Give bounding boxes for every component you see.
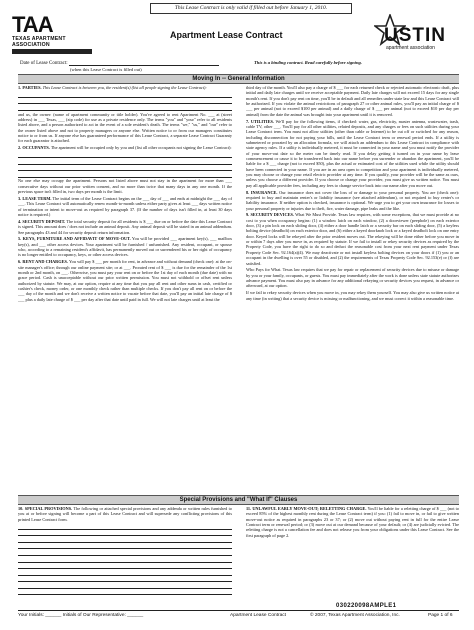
logo-bar	[12, 49, 92, 54]
provision-line[interactable]	[18, 563, 232, 569]
date-label: Date of Lease Contract:	[20, 61, 68, 66]
provision-line[interactable]	[18, 530, 232, 536]
resident-line[interactable]	[18, 98, 232, 104]
provision-line[interactable]	[18, 543, 232, 549]
clause-9: 9. SECURITY DEVICES. What We Must Provide. Texas law requires, with some exceptions, that we must provide at no cost to you when occupancy begins: (1) a window latch on each window, (2) a doorviewer (peephole) on each exterior door, (3) a pin lock on each sliding door, (4) either a door handle latch or a security bar on each sliding door, (5) a keyless bolting device (deadbolt) on each exterior door, and (6) either a keyed doorknob lock or a keyed deadbolt lock on one entry door. Keyed locks will be rekeyed after the prior resident moves out. The rekeying will be done either before you move in or within 7 days after you move in, as required by statute. If we fail to install or rekey security devices as required by the Property Code, you have the right to do so and deduct the reasonable cost from your next rent payment under Texas Property Code Sec. 92.164(a)(4). We may deactivate or not install keyless bolting devices on your doors if (1) you or an occupant in the dwelling is over 55 or disabled, and (2) the requirements of Texas Property Code Sec. 92.153(e) or (f) are satisfied.	[246, 212, 459, 266]
resident-line[interactable]	[18, 105, 232, 111]
date-of-lease	[20, 60, 219, 66]
taa-logo	[12, 14, 92, 48]
clause-1: 1. PARTIES. This Lease Contract is between you, the resident(s) (list all people signing the Lease Contract):	[18, 85, 207, 90]
taa-logo-mark: TAA	[12, 12, 53, 37]
austin-association-logo	[374, 14, 464, 50]
clause-3: 3. LEASE TERM. The initial term of the Lease Contract begins on the ___ day of ___ and ends at midnight the ___ day of ___. This Lease Contract will automatically renew month-to-month unless either party gives at least ___ days written notice of termination or intent to move-out as required by paragraph 37. (If the number of days isn't filled in, at least 30 days notice is required.)	[18, 195, 232, 217]
occupant-line[interactable]	[18, 172, 232, 178]
provision-line[interactable]	[18, 583, 232, 589]
provision-line[interactable]	[18, 524, 232, 530]
footer-rule	[18, 610, 459, 611]
clause-7: 7. UTILITIES. We'll pay for the following items, if checked: water, gas, electricity, master antenna, wastewater, trash, cable TV, other ___. You'll pay for all other utilities, related deposits, and any charges or fees on such utilities during your Lease Contract term. You must not allow utilities (other than cable or Internet) to be cut off or switched for any reason, including disconnection for not paying your bills, until the Lease Contract term or renewal period ends. If a utility is submetered or prorated by an allocation formula, we will attach an addendum to this Lease Contract in compliance with state agency rules. If a utility is individually metered, it must be connected in your name and you must notify the provider of your move-out date so the meter can be timely read. If you delay getting it turned on in your name by lease commencement or cause it to be transferred back into our name before you surrender or abandon the apartment, you'll be liable for a $ ___ charge (not to exceed $50), plus the actual or estimated cost of the utilities used while the utility should have been connected in your name. If you are in an area open to competition and your apartment is individually metered, you may choose or change your retail electric provider at any time. If you qualify, your provider will be the same as ours, unless you choose a different provider. If you choose or change your provider, you must give us written notice. You must pay all applicable provider fees, including any fees to change service back into our name after you move out.	[246, 118, 459, 188]
clause-9-cont2: If we fail to rekey security devices when you move in, you may rekey them yourself. You may also give us written notice at any time (in writing) that a security device is missing or malfunctioning, and we must correct it within a reasonable time.	[246, 290, 459, 301]
form-barcode-id: 030220098AMPLE1	[336, 603, 397, 609]
footer-copyright: © 2007, Texas Apartment Association, Inc.	[310, 613, 400, 618]
clause-4: 4. SECURITY DEPOSIT. The total security deposit for all residents is $ ___ due on or before the date this Lease Contract is signed. This amount does / does not include an animal deposit. Any animal deposit will be stated in an animal addendum. See paragraphs 43 and 44 for security deposit return information.	[18, 218, 232, 235]
footer-page: Page 1 of 6	[428, 613, 453, 618]
clause-2-cont: No one else may occupy the apartment. Persons not listed above must not stay in the apartment for more than ___ consecutive days without our prior written consent, and no more than twice that many days in any one month. If the previous space isn't filled in, two days per month is the limit.	[18, 178, 232, 195]
footer-initials: Your Initials: ______ Initials of Our Representative: ______	[18, 613, 144, 618]
clause-5: 5. KEYS, FURNITURE AND AFFIDAVIT OF MOVE-OUT. You will be provided ___ apartment key(s), ___ mailbox key(s), and ___ other access devices. Your apartment will be furnished / unfurnished. Any resident, occupant, or spouse who, according to a remaining resident's affidavit, has permanently moved out or surrendered his or her right of occupancy is no longer entitled to occupancy, keys, or other access devices.	[18, 236, 232, 258]
provision-line[interactable]	[18, 537, 232, 543]
provision-line[interactable]	[18, 557, 232, 563]
austin-logo-sub: apartment association	[386, 45, 435, 51]
date-field[interactable]	[69, 60, 219, 66]
austin-logo-word: USTIN	[384, 25, 446, 46]
binding-notice: This is a binding contract. Read carefully before signing.	[254, 60, 362, 65]
clause-2: 2. OCCUPANTS. The apartment will be occupied only by you and (list all other occupants not signing the Lease Contract):	[18, 145, 232, 151]
footer-title: Apartment Lease Contract	[230, 613, 286, 618]
occupant-line[interactable]	[18, 159, 232, 165]
resident-line[interactable]	[18, 92, 232, 98]
section-heading-special-provisions: Special Provisions and "What If" Clauses	[18, 495, 459, 505]
provision-line[interactable]	[18, 576, 232, 582]
left-column	[18, 85, 232, 492]
validity-notice: This Lease Contract is only valid if filled out before January 1, 2010.	[150, 3, 352, 14]
clause-11: 11. UNLAWFUL EARLY MOVE-OUT; RELETTING CHARGE. You'll be liable for a reletting charge of $ ___ (not to exceed 85% of the highest monthly rent during the Lease Contract term) if you: (1) fail to move in, or fail to give written move-out notice as required in paragraphs 23 or 37; or (2) move out without paying rent in full for the entire Lease Contract term or renewal period; or (3) move out at our demand because of your default; or (4) are judicially evicted. The reletting charge is not a cancellation fee and does not release you from your obligations under this Lease Contract. See the first paragraph of page 2.	[246, 506, 459, 538]
occupant-line[interactable]	[18, 152, 232, 158]
clause-8: 8. INSURANCE. Our insurance does not cover the loss of or damage to your personal property. You are (check one): required to buy and maintain renter's or liability insurance (see attached addendum), or not required to buy renter's or liability insurance. If neither option is checked, insurance is optional. We urge you to get your own insurance for losses to your personal property or injuries due to theft, fire, water damage, pipe leaks and the like.	[246, 189, 459, 211]
provision-line[interactable]	[18, 570, 232, 576]
clause-6: 6. RENT AND CHARGES. You will pay $ ___ per month for rent, in advance and without demand (check one): at the on-site manager's office; through our online payment site; or at ___. Prorated rent of $ ___ is due for the remainder of the 1st month or 2nd month, on ___. Otherwise, you must pay your rent on or before the 1st day of each month (due date) with no grace period. Cash is unacceptable without our prior written permission. You must not withhold or offset rent unless authorized by statute. We may, at our option, require at any time that you pay all rent and other sums in cash, certified or cashier's check, money order, or one monthly check rather than multiple checks. If you don't pay all rent on or before the ___ day of the month and we don't receive a written notice to vacate before that date, you'll pay an initial late charge of $ ___ plus a daily late charge of $ ___ per day after that date until paid in full. We will not late charges until at least the	[18, 259, 232, 302]
clause-9-cont: Who Pays for What. Texas law requires that we pay for repair or replacement of security devices due to misuse or damage by you or your family, occupants, or guests. You must pay immediately after the work is done unless state statute authorizes advance payment. You must also pay in advance for any additional rekeying or security devices you request, in advance or afterward, at our option.	[246, 267, 459, 289]
clause-6-cont: third day of the month. You'll also pay a charge of $ ___ for each returned check or rejected automatic electronic draft, plus initial and daily late charges until we receive acceptable payment. Daily late charges will not exceed 15 days for any single month's rent. If you don't pay rent on time, you'll be in default and all remedies under state law and this Lease Contract will be authorized. If you violate the animal restrictions of paragraph 27 or other animal rules, you'll pay an initial charge of $ ___ per animal (not to exceed $100 per animal) and a daily charge of $ ___ per animal (not to exceed $10 per day per animal) from the date the animal was brought into your apartment until it is removed.	[246, 85, 459, 117]
left-column-2	[18, 506, 232, 602]
section-heading-moving-in: Moving In -- General Information	[18, 74, 459, 84]
clause-1-cont: and us, the owner: (name of apartment community or title holder). You've agreed to rent Apartment No. ___ at (street address) in ___ Texas, ___ (zip code) for use as a private residence only. The terms "you" and "your" refer to all residents listed above, and a person authorized to act in the event of a sole resident's death. The terms "we," "us," and "our" refer to the owner listed above and not to property managers or anyone else. Written notice to or from our managers constitutes notice to or from us. If anyone else has guaranteed performance of this Lease Contract, a separate Lease Contract Guaranty for each guarantor is attached.	[18, 111, 232, 144]
document-title: Apartment Lease Contract	[170, 30, 283, 40]
provision-line[interactable]	[18, 550, 232, 556]
right-column-2	[246, 506, 459, 602]
date-hint: (when this Lease Contract is filled out)	[70, 67, 142, 72]
clause-10: 10. SPECIAL PROVISIONS. The following or attached special provisions and any addenda or written rules furnished to you at or before signing will become a part of this Lease Contract and will supersede any conflicting provisions of this printed Lease Contract form.	[18, 506, 232, 522]
taa-logo-org-name: TEXAS APARTMENT ASSOCIATION	[12, 36, 66, 48]
provision-line[interactable]	[18, 589, 232, 595]
right-column	[246, 85, 459, 492]
occupant-line[interactable]	[18, 165, 232, 171]
